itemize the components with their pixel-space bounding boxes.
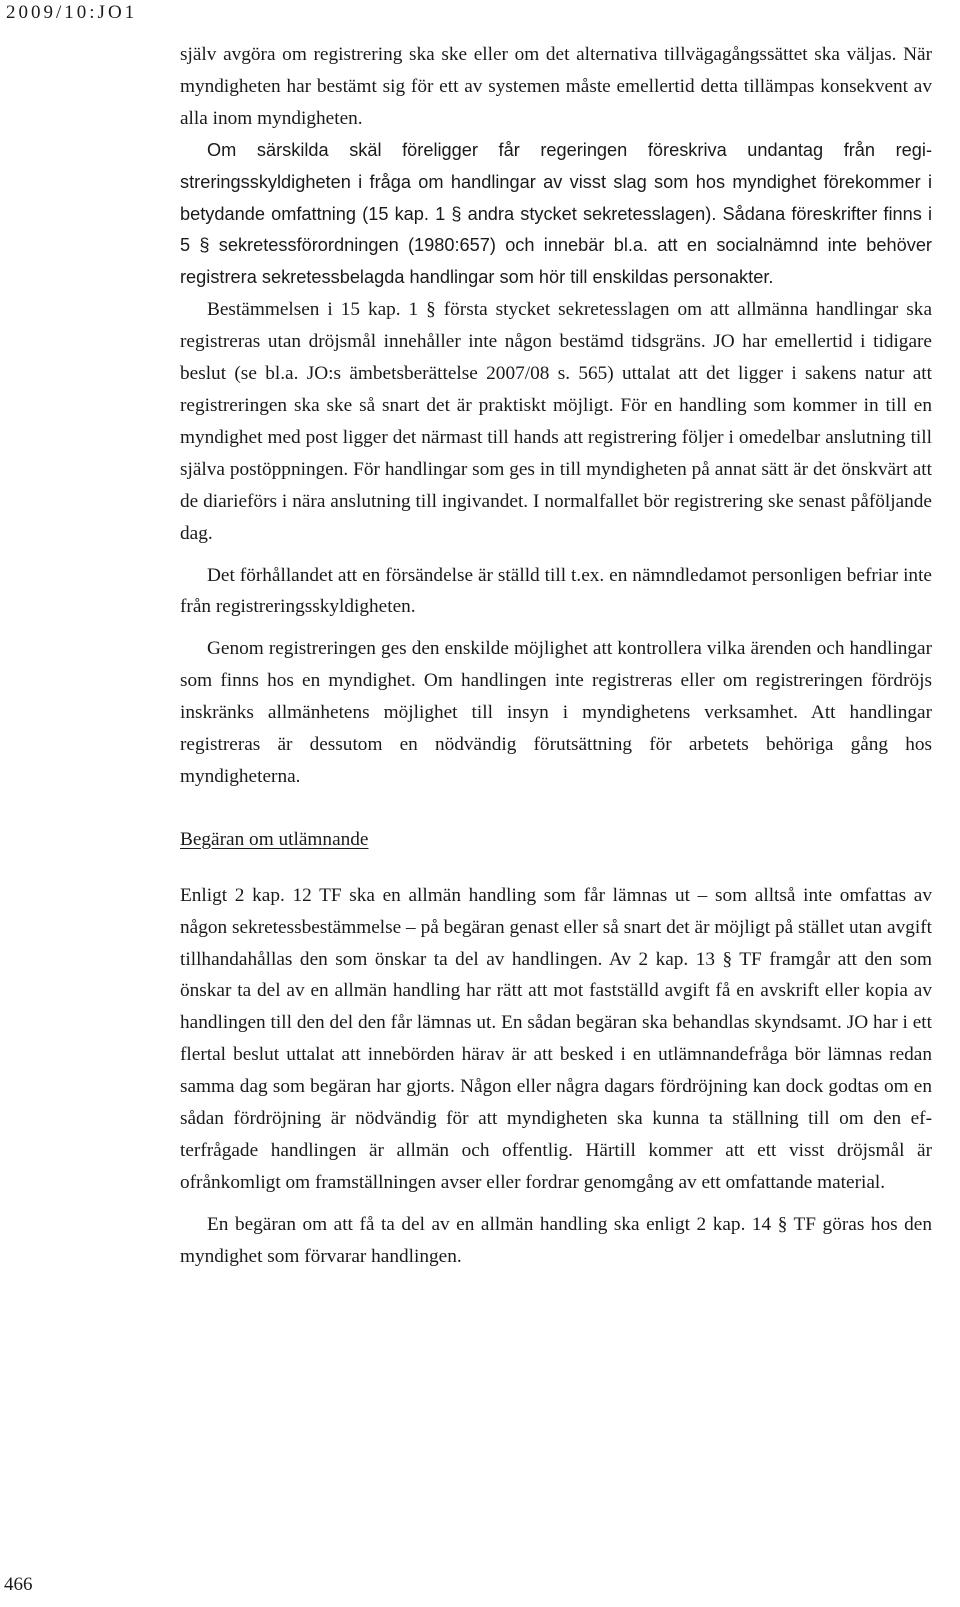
paragraph-purpose: Genom registreringen ges den enskilde möjlighet att kontrollera vilka ärenden och handlingar som finns hos en myndighet. Om handlingen inte registreras eller om registreringen fördröjs inskränks allmänhetens möjlighet till insyn i myndighetens verksamhet. Att handlingar registreras är dessutom en nödvändig förutsättning för arbetets behöriga gång hos myndigheterna. [180,638,932,787]
running-head: 2009/10:JO1 [6,2,138,23]
document-body [180,39,932,1273]
paragraph-disclosure-request: Enligt 2 kap. 12 TF ska en allmän handling som får lämnas ut – som alltså inte omfattas av någon sekretessbestämmelse – på begäran genast eller så snart det är möjligt på stället utan avgift tillhandahållas den som önskar ta del av handlingen. Av 2 kap. 13 § TF framgår att den som önskar ta del av en allmän handling har rätt att mot fastställd avgift få en avskrift eller kopia av handlingen till den del den får lämnas ut. En sådan begäran ska behandlas skyndsamt. JO har i ett flertal beslut uttalat att innebörden härav är att besked i en utlämnandefråga bör lämnas redan samma dag som begäran har gjorts. Någon eller några dagars fördröjning kan dock godtas om en sådan fördröjning är nödvändig för att myndigheten ska kunna ta ställning till om den efterfrågade handlingen är allmän och offentlig. Härtill kommer att ett visst dröjsmål är ofrånkomligt om framställningen avser eller fordrar genomgång av ett omfattande material. [180,884,932,1193]
paragraph-registration-choice: själv avgöra om registrering ska ske eller om det alternativa tillvägagångssättet ska väljas. När myndigheten har bestämt sig för ett av systemen måste emellertid detta tillämpas konsekvent av alla inom myndigheten. [180,44,932,129]
section-heading: Begäran om utlämnande [180,828,369,850]
paragraph-exemption: Om särskilda skäl föreligger får regeringen föreskriva undantag från registreringsskyldigheten i fråga om handlingar av visst slag som hos myndighet förekommer i betydande omfattning (15 kap. 1 § andra stycket sekretesslagen). Sådana föreskrifter finns i 5 § sekretessförordningen (1980:657) och innebär bl.a. att en socialnämnd inte behöver registrera sekretessbelagda handlingar som hör till enskildas personakter. [180,139,932,288]
paragraph-time-limit: Bestämmelsen i 15 kap. 1 § första stycket sekretesslagen om att allmänna handlingar ska registreras utan dröjsmål innehåller inte någon bestämd tidsgräns. JO har emellertid i tidigare beslut (se bl.a. JO:s ämbetsberättelse 2007/08 s. 565) uttalat att det ligger i sakens natur att registreringen ska ske så snart det är praktiskt möjligt. För en handling som kommer in till en myndighet med post ligger det närmast till hands att registrering följer i omedelbar anslutning till själva postöppningen. För handlingar som ges in till myndigheten på annat sätt är det önskvärt att de diarieförs i nära anslutning till ingivandet. I normalfallet bör registrering ske senast påföljande dag. [180,299,932,544]
page-number: 466 [4,1574,33,1595]
paragraph-personal-mail: Det förhållandet att en försändelse är ställd till t.ex. en nämndledamot personligen befriar inte från registreringsskyldigheten. [180,564,932,618]
paragraph-where-to-request: En begäran om att få ta del av en allmän handling ska enligt 2 kap. 14 § TF göras hos den myndighet som förvarar handlingen. [180,1213,932,1267]
